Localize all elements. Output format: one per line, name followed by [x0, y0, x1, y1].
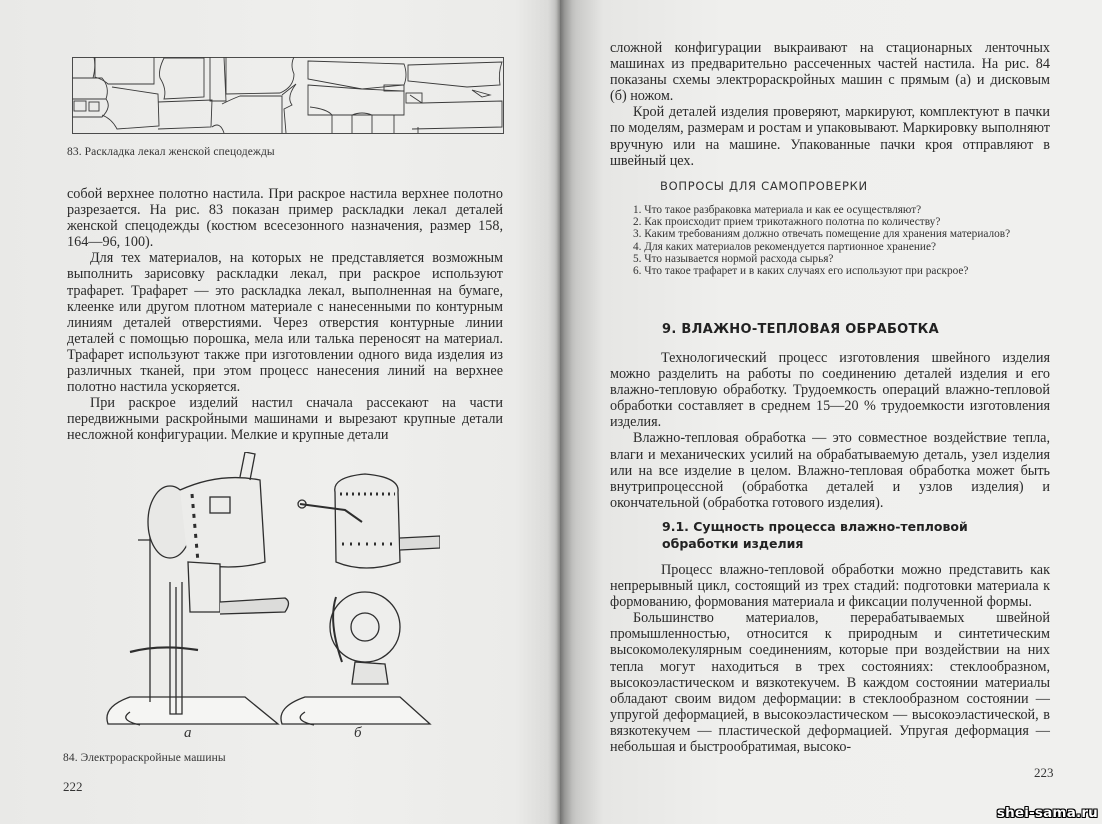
paragraph: Большинство материалов, перерабатываемых швейной промышленностью, относится к природным и синтетическим высокомолекулярным соединениям, которые при воздействии на них тепла могут находиться в трех состояниях: стеклообразном, высокоэластическом и вязкотекучем. В каждом состоянии материалы обладают своим видом деформации: в стеклообразном состоянии — упругой деформацией, в высокоэластическом — высокоэластической, в вязкотекучем — пластической деформацией. Упругая деформация — небольшая и быстрообратимая, высоко-: [610, 610, 1050, 756]
paragraph: сложной конфигурации выкраивают на стационарных ленточных машинах из предварительно рассеченных частей настила. На рис. 84 показаны схемы электрораскройных машин с прямым (а) и дисковым (б) ножом.: [610, 40, 1050, 105]
question-item: 5. Что называется нормой расхода сырья?: [633, 252, 834, 265]
pattern-piece: [226, 57, 294, 94]
machine-a-handle: [220, 598, 289, 614]
machine-b-disc-knife: [330, 592, 400, 662]
figure-84-cutting-machines: [100, 452, 440, 742]
right-page-intro: [610, 40, 1050, 169]
machine-a-base: [107, 697, 278, 724]
pattern-piece: [332, 115, 352, 133]
figure-84-label-b: б: [354, 725, 362, 741]
figure-83-caption: 83. Раскладка лекал женской спецодежды: [67, 146, 275, 158]
chapter-body: [610, 350, 1050, 511]
pattern-piece: [372, 115, 394, 133]
disc-knife-machine: [281, 474, 440, 725]
pattern-piece: [472, 90, 490, 97]
questions-heading: ВОПРОСЫ ДЛЯ САМОПРОВЕРКИ: [660, 179, 868, 193]
paragraph: Для тех материалов, на которых не представляется возможным выполнить зарисовку раскладки лекал, при раскрое используют трафарет. Трафарет — это раскладка лекал, выполненная на бумаге, клеенке или другом плотном материале с нанесенными по контурным линиям деталей отверстиями. Через отверстия контурные линии деталей с помощью порошка, мела или талька переносят на материал. Трафарет используют также при изготовлении одного вида изделия из различных тканей, при этом процесс нанесения линий на верхнее полотно настила ускоряется.: [67, 250, 503, 396]
watermark: shei-sama.ru: [996, 805, 1098, 821]
question-item: 3. Каким требованиям должно отвечать помещение для хранения материалов?: [633, 228, 1011, 241]
question-item: 4. Для каких материалов рекомендуется партионное хранение?: [633, 240, 936, 253]
pattern-piece: [72, 57, 95, 78]
paragraph: При раскрое изделий настил сначала рассекают на части передвижными раскройными машинами и вырезают крупные детали несложной конфигурации. Мелкие и крупные детали: [67, 395, 503, 444]
paragraph: Влажно-тепловая обработка — это совместное воздействие тепла, влаги и механических усилий на обрабатываемую деталь, узел изделия или на все изделие в целом. Влажно-тепловая обработка может быть внутрипроцессной (обработка деталей и узлов изделия) и окончательной (обработка готового изделия).: [610, 430, 1050, 511]
layout-border: [73, 58, 504, 134]
question-item: 2. Как происходит прием трикотажного полотна по количеству?: [633, 216, 941, 229]
pattern-piece: [158, 100, 212, 129]
left-page-body: [67, 186, 503, 444]
figure-84-label-a: а: [184, 725, 192, 741]
straight-knife-machine: [107, 452, 289, 725]
question-item: 6. Что такое трафарет и в каких случаях его используют при раскрое?: [633, 265, 969, 278]
pattern-piece: [160, 58, 205, 99]
pattern-piece: [310, 107, 332, 133]
chapter-heading: 9. ВЛАЖНО-ТЕПЛОВАЯ ОБРАБОТКА: [662, 322, 939, 337]
section-heading-line: 9.1. Сущность процесса влажно-тепловой: [662, 519, 968, 534]
section-body: [610, 562, 1050, 755]
page-number-right: 223: [1034, 765, 1054, 780]
section-heading: [662, 518, 968, 552]
pattern-piece: [308, 85, 404, 115]
machine-b-handle: [400, 536, 440, 550]
section-heading-line: обработки изделия: [662, 536, 804, 551]
page-number-left: 222: [63, 779, 83, 794]
figure-83-pattern-layout: [72, 57, 504, 134]
paragraph: Процесс влажно-тепловой обработки можно представить как непрерывный цикл, состоящий из трех стадий: подготовки материала к формованию, формования материала и фиксации полученной формы.: [610, 562, 1050, 611]
machine-b-motor: [335, 474, 400, 568]
book-gutter: [548, 0, 572, 824]
machine-a-foot: [130, 647, 198, 652]
pattern-piece: [352, 113, 372, 133]
pattern-piece: [210, 57, 226, 101]
pattern-piece: [74, 101, 86, 111]
machine-a-handle-lever: [240, 452, 255, 480]
paragraph: собой верхнее полотно настила. При раскрое настила верхнее полотно разрезается. На рис. 83 показан пример раскладки лекал деталей женской спецодежды (костюм всесезонного назначения, размер 158, 164—96, 100).: [67, 186, 503, 251]
machine-a-guard: [138, 532, 150, 702]
pattern-piece: [102, 87, 159, 129]
figure-84-caption: 84. Электрораскройные машины: [63, 752, 226, 764]
machine-a-gearbox: [188, 562, 220, 612]
machine-a-motor: [180, 478, 265, 567]
machine-b-base: [281, 697, 430, 724]
question-item: 1. Что такое разбраковка материала и как ее осуществляют?: [633, 204, 922, 216]
paragraph: Технологический процесс изготовления швейного изделия можно разделить на работы по соединению деталей изделия и его влажно-тепловую обработку. Трудоемкость операций влажно-тепловой обработки составляет в среднем 15—20 % трудоемкости изготовления изделия.: [610, 350, 1050, 431]
paragraph: Крой деталей изделия проверяют, маркируют, комплектуют в пачки по моделям, размерам и ростам и упаковывают. Маркировку выполняют вручную или на машине. Упакованные пачки кроя отправляют в швейный цех.: [610, 104, 1050, 169]
pattern-piece: [222, 96, 282, 133]
pattern-piece: [212, 125, 224, 133]
pattern-piece: [408, 62, 502, 87]
pattern-piece: [89, 102, 99, 111]
questions-list: [610, 204, 1050, 277]
pattern-piece: [410, 95, 502, 129]
pattern-piece: [72, 78, 107, 99]
